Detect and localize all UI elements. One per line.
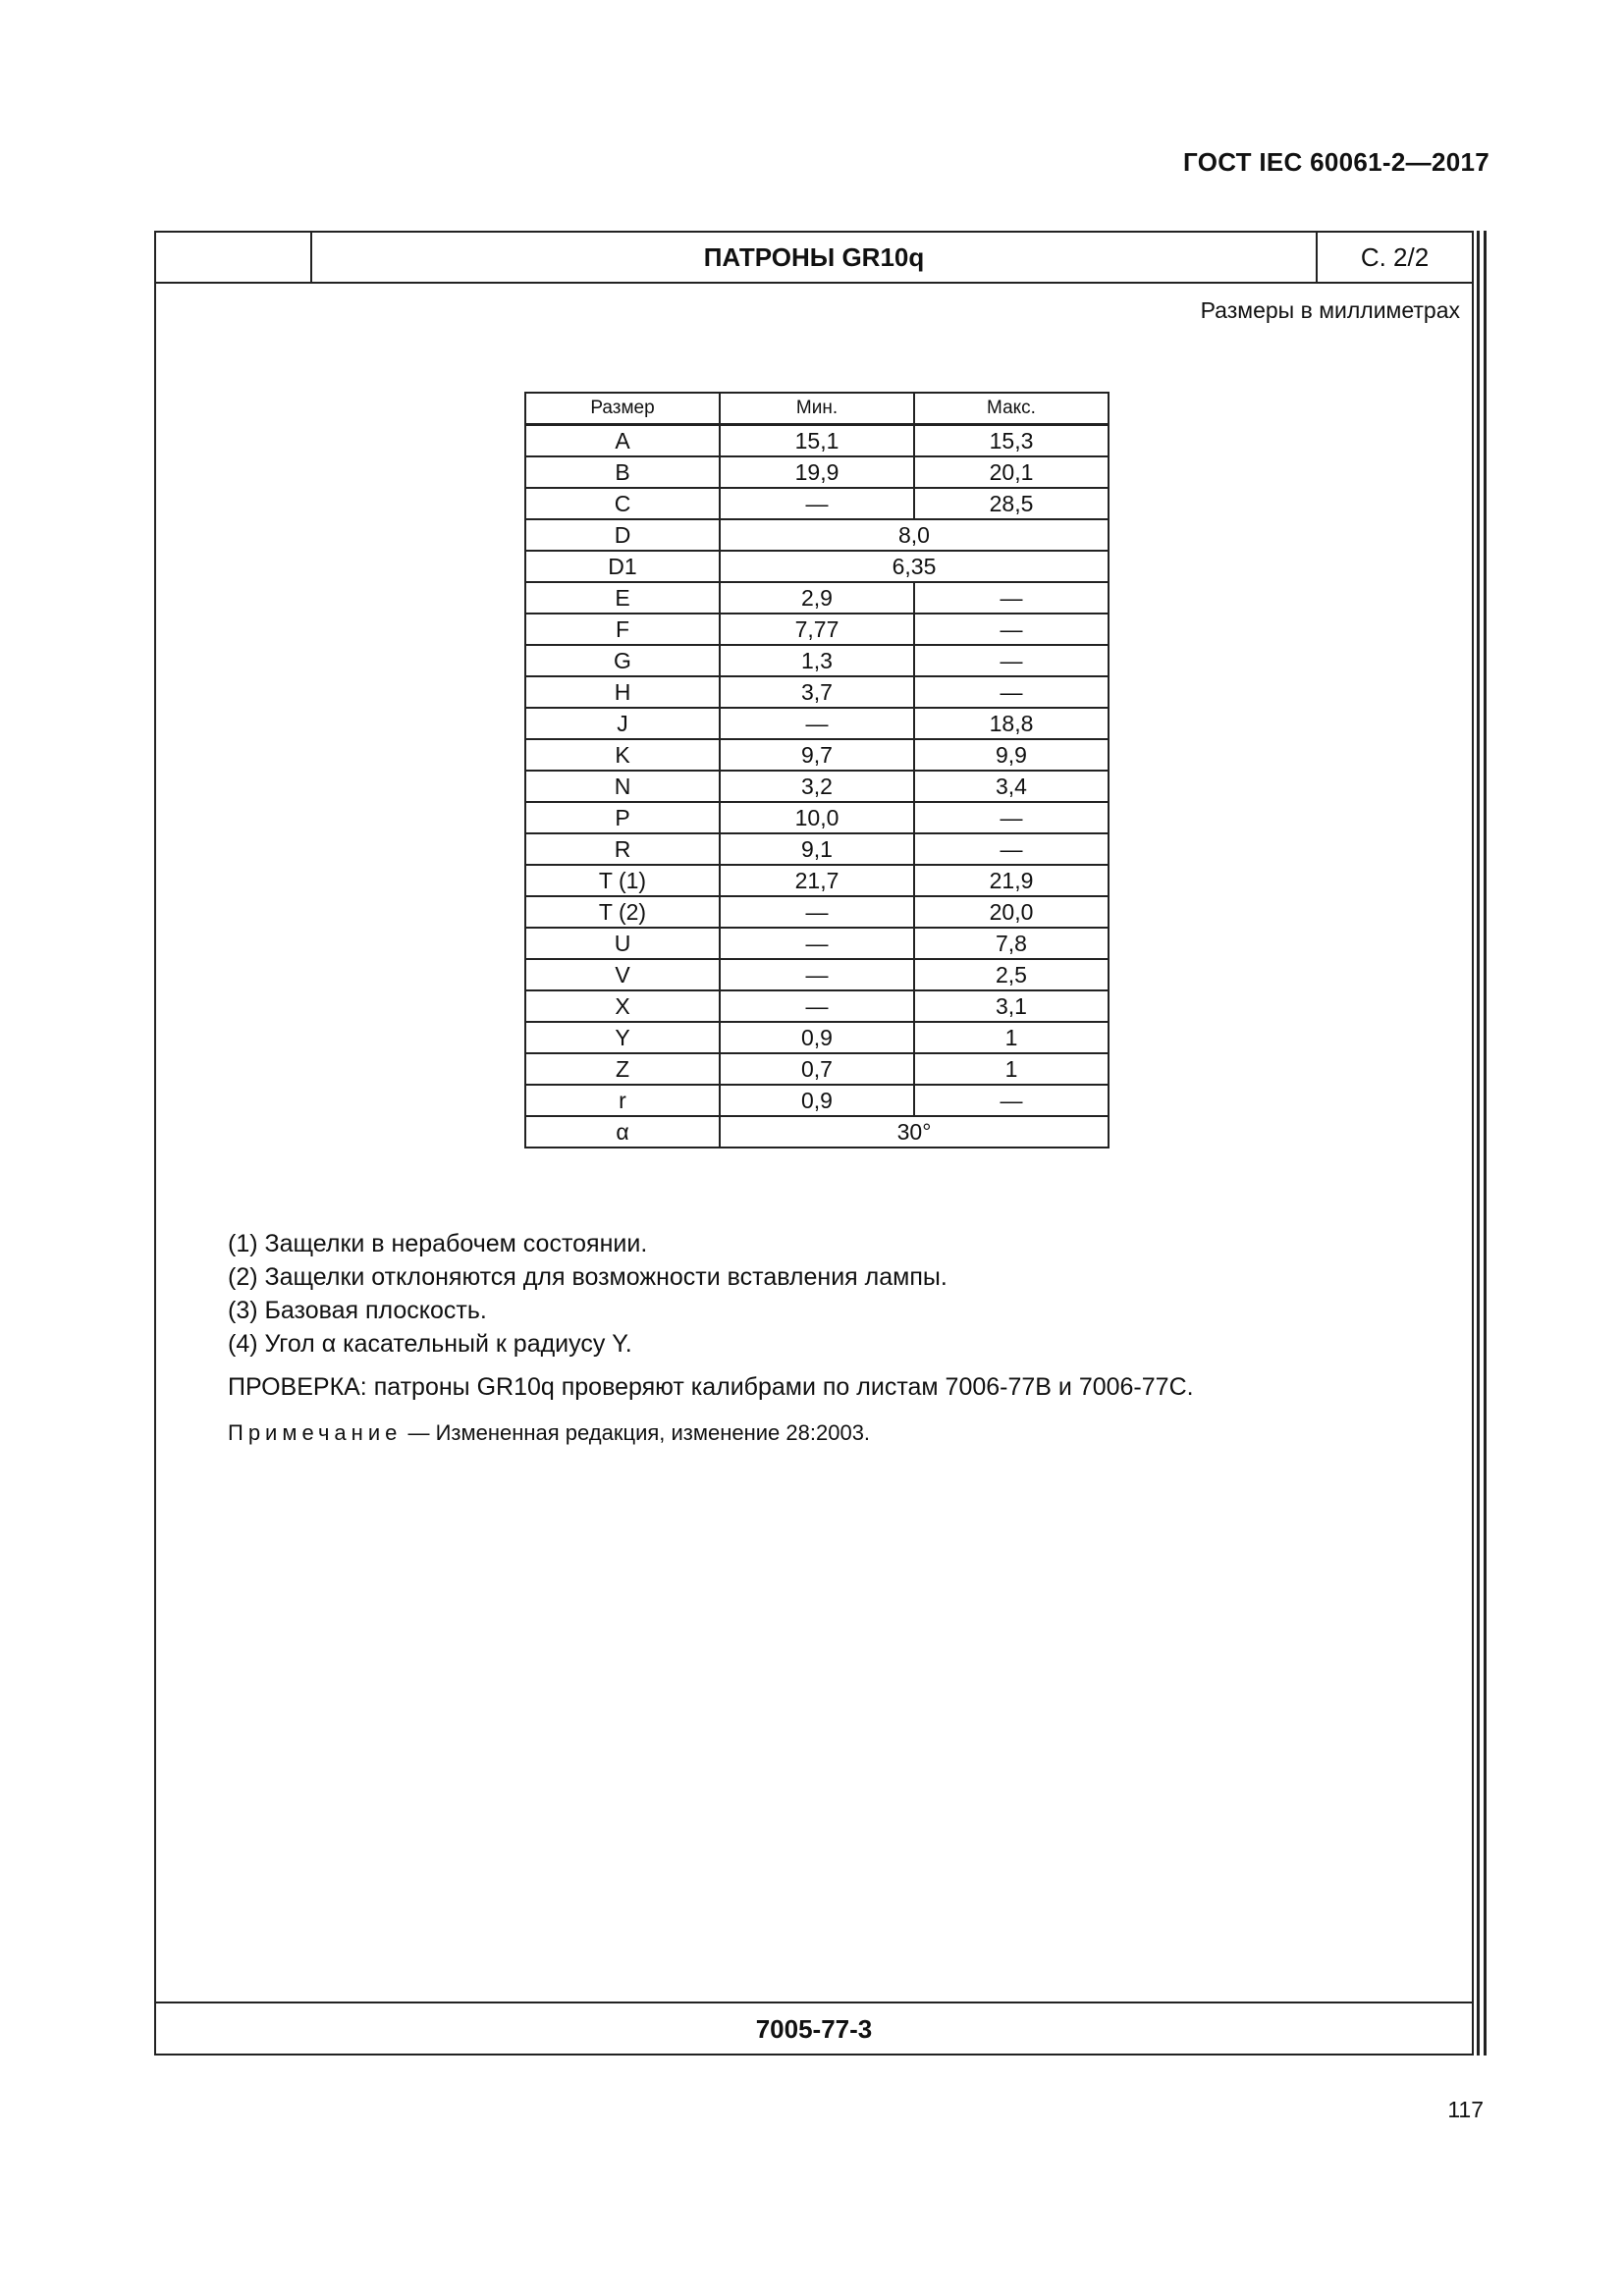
max-cell: — [914, 645, 1109, 676]
size-cell: P [525, 802, 720, 833]
sheet-frame [154, 231, 1474, 2056]
max-cell: 15,3 [914, 425, 1109, 457]
sheet-number: С. 2/2 [1360, 242, 1430, 272]
size-cell: Y [525, 1022, 720, 1053]
min-cell: — [720, 928, 914, 959]
min-cell: 15,1 [720, 425, 914, 457]
table-row [525, 1085, 1109, 1116]
table-row [525, 488, 1109, 519]
min-cell: 0,7 [720, 1053, 914, 1085]
table-row [525, 990, 1109, 1022]
size-cell: K [525, 739, 720, 771]
footnotes [228, 1227, 947, 1361]
table-row [525, 739, 1109, 771]
standard-code: ГОСТ IEC 60061-2—2017 [1183, 147, 1489, 177]
table-row [525, 1022, 1109, 1053]
size-cell: Z [525, 1053, 720, 1085]
table-header-row [525, 393, 1109, 425]
min-cell: 9,7 [720, 739, 914, 771]
max-cell: 20,1 [914, 456, 1109, 488]
footnote-2: (2) Защелки отклоняются для возможности вставления лампы. [228, 1263, 947, 1291]
min-cell: 0,9 [720, 1022, 914, 1053]
min-cell: 10,0 [720, 802, 914, 833]
size-cell: A [525, 425, 720, 457]
min-cell: 7,77 [720, 614, 914, 645]
column-header-size: Размер [525, 393, 720, 425]
table-row [525, 551, 1109, 582]
max-cell: — [914, 1085, 1109, 1116]
size-cell: R [525, 833, 720, 865]
max-cell: 21,9 [914, 865, 1109, 896]
max-cell: — [914, 614, 1109, 645]
min-cell: — [720, 896, 914, 928]
frame-edge-line [1484, 231, 1487, 2056]
min-cell: 9,1 [720, 833, 914, 865]
table-row [525, 708, 1109, 739]
size-cell: T (2) [525, 896, 720, 928]
min-cell: 19,9 [720, 456, 914, 488]
value-cell-merged: 8,0 [720, 519, 1109, 551]
max-cell: 1 [914, 1053, 1109, 1085]
min-cell: 1,3 [720, 645, 914, 676]
min-cell: 0,9 [720, 1085, 914, 1116]
table-row [525, 676, 1109, 708]
table-row [525, 645, 1109, 676]
max-cell: 20,0 [914, 896, 1109, 928]
size-cell: U [525, 928, 720, 959]
footnote-4: (4) Угол α касательный к радиусу Y. [228, 1330, 632, 1358]
size-cell: V [525, 959, 720, 990]
min-cell: 3,2 [720, 771, 914, 802]
sheet-header-row [156, 233, 1472, 284]
sheet-title: ПАТРОНЫ GR10q [312, 233, 1318, 282]
dimensions-table [524, 392, 1110, 1148]
size-cell: F [525, 614, 720, 645]
size-cell: D1 [525, 551, 720, 582]
min-cell: 21,7 [720, 865, 914, 896]
remark-text: — Измененная редакция, изменение 28:2003. [407, 1420, 871, 1445]
table-body [525, 425, 1109, 1148]
min-cell: 2,9 [720, 582, 914, 614]
page-number: 117 [1447, 2097, 1484, 2122]
size-cell: r [525, 1085, 720, 1116]
remark [228, 1420, 870, 1446]
max-cell: 18,8 [914, 708, 1109, 739]
remark-label: Примечание [228, 1420, 403, 1445]
min-cell: 3,7 [720, 676, 914, 708]
frame-edge-line [1477, 231, 1480, 2056]
table-row [525, 519, 1109, 551]
size-cell: E [525, 582, 720, 614]
table-row [525, 959, 1109, 990]
footnote-3: (3) Базовая плоскость. [228, 1297, 487, 1324]
max-cell: 1 [914, 1022, 1109, 1053]
table-row [525, 456, 1109, 488]
min-cell: — [720, 959, 914, 990]
size-cell: J [525, 708, 720, 739]
min-cell: — [720, 708, 914, 739]
column-header-max: Макс. [914, 393, 1109, 425]
table-row [525, 896, 1109, 928]
max-cell: — [914, 676, 1109, 708]
size-cell: G [525, 645, 720, 676]
header-empty-cell [156, 233, 312, 282]
value-cell-merged: 6,35 [720, 551, 1109, 582]
table-row [525, 771, 1109, 802]
max-cell: — [914, 833, 1109, 865]
value-cell-merged: 30° [720, 1116, 1109, 1148]
size-cell: T (1) [525, 865, 720, 896]
table-row [525, 1116, 1109, 1148]
size-cell: B [525, 456, 720, 488]
column-header-min: Мин. [720, 393, 914, 425]
table-row [525, 425, 1109, 457]
table-row [525, 833, 1109, 865]
sheet-code: 7005-77-3 [156, 2002, 1472, 2056]
units-note: Размеры в миллиметрах [1200, 297, 1460, 323]
size-cell: D [525, 519, 720, 551]
table-row [525, 1053, 1109, 1085]
max-cell: — [914, 802, 1109, 833]
max-cell: — [914, 582, 1109, 614]
table-row [525, 614, 1109, 645]
max-cell: 7,8 [914, 928, 1109, 959]
max-cell: 2,5 [914, 959, 1109, 990]
size-cell: α [525, 1116, 720, 1148]
table-row [525, 802, 1109, 833]
size-cell: X [525, 990, 720, 1022]
min-cell: — [720, 990, 914, 1022]
table-row [525, 865, 1109, 896]
max-cell: 9,9 [914, 739, 1109, 771]
max-cell: 3,1 [914, 990, 1109, 1022]
size-cell: N [525, 771, 720, 802]
table-row [525, 582, 1109, 614]
footnote-1: (1) Защелки в нерабочем состоянии. [228, 1230, 648, 1257]
size-cell: H [525, 676, 720, 708]
min-cell: — [720, 488, 914, 519]
check-statement: ПРОВЕРКА: патроны GR10q проверяют калибрами по листам 7006-77B и 7006-77C. [228, 1373, 1194, 1401]
table-row [525, 928, 1109, 959]
size-cell: C [525, 488, 720, 519]
max-cell: 28,5 [914, 488, 1109, 519]
max-cell: 3,4 [914, 771, 1109, 802]
